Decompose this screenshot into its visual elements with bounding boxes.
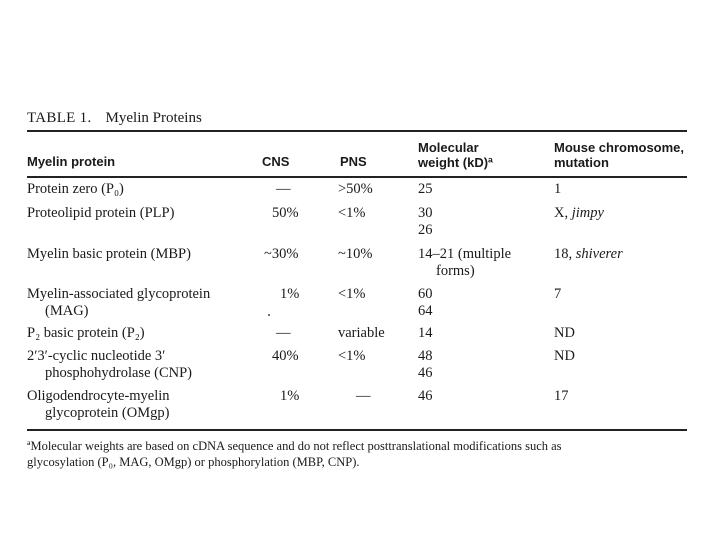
table-name: Myelin Proteins [105, 110, 202, 126]
row-mag-name: Myelin-associated glycoprotein (MAG) [27, 286, 211, 319]
header-molecular-weight [418, 140, 493, 170]
row-omgp-name: Oligodendrocyte-myelin glycoprotein (OMgp) [27, 388, 170, 421]
footnote-line1: ªMolecular weights are based on cDNA sequence and do not reflect posttranslational modifications such as [27, 439, 562, 453]
row-cnp-pns: <1% [338, 348, 366, 364]
row-omgp-chrom: 17 [554, 388, 569, 404]
row-mbp-mw: 14–21 (multiple forms) [418, 246, 512, 279]
row-plp-name: Proteolipid protein (PLP) [27, 205, 175, 221]
row-mbp-name: Myelin basic protein (MBP) [27, 246, 191, 262]
table-footnote [27, 438, 695, 470]
header-pns: PNS [340, 154, 367, 169]
row-protein-zero-chrom: 1 [554, 181, 562, 197]
row-p2-chrom: ND [554, 325, 575, 341]
row-omgp-mw: 46 [418, 388, 433, 404]
mutation-jimpy: jimpy [571, 205, 604, 221]
row-omgp-cns: 1% [280, 388, 300, 404]
row-mag-cns: 1% [280, 286, 300, 302]
row-p2-name: P₂ basic protein (P₂) [27, 325, 145, 341]
row-plp-mw: 30 26 [418, 205, 433, 238]
row-plp-chrom: X, jimpy [554, 205, 604, 221]
header-molecular-weight-line1: Molecular [418, 140, 479, 155]
row-cnp-cns: 40% [272, 348, 299, 364]
mutation-shiverer: shiverer [575, 246, 623, 262]
header-cns: CNS [262, 154, 290, 169]
row-protein-zero-mw: 25 [418, 181, 433, 197]
table-title [27, 110, 202, 127]
row-mbp-pns: ~10% [338, 246, 373, 262]
row-mbp-chrom: 18, shiverer [554, 246, 623, 262]
row-protein-zero-name: Protein zero (P₀) [27, 181, 124, 197]
header-myelin-protein: Myelin protein [27, 154, 116, 169]
row-protein-zero-cns: — [276, 181, 291, 197]
row-plp-cns: 50% [272, 205, 299, 221]
row-mag-pns: <1% [338, 286, 366, 302]
bottom-rule [27, 429, 687, 431]
row-cnp-chrom: ND [554, 348, 575, 364]
row-p2-cns: — [276, 325, 291, 341]
top-rule [27, 130, 687, 132]
row-mag-chrom: 7 [554, 286, 562, 302]
header-mouse-chromosome-line2: mutation [554, 155, 609, 170]
row-cnp-mw: 48 46 [418, 348, 433, 381]
header-rule [27, 176, 687, 178]
header-mouse-chromosome [554, 140, 684, 170]
row-mbp-cns: ~30% [264, 246, 299, 262]
row-p2-pns: variable [338, 325, 385, 341]
row-omgp-pns: — [356, 388, 371, 404]
footnote-line2: glycosylation (P₀, MAG, OMgp) or phosphorylation (MBP, CNP). [27, 455, 360, 469]
header-molecular-weight-line2: weight (kD)ª [418, 155, 493, 170]
header-mouse-chromosome-line1: Mouse chromosome, [554, 140, 685, 155]
row-p2-mw: 14 [418, 325, 433, 341]
row-mag-mw: 60 64 [418, 286, 433, 319]
table-number: TABLE 1. [27, 110, 92, 126]
row-protein-zero-pns: >50% [338, 181, 373, 197]
scan-speck [268, 314, 270, 316]
row-plp-pns: <1% [338, 205, 366, 221]
row-cnp-name: 2′3′-cyclic nucleotide 3′ phosphohydrolase (CNP) [27, 348, 193, 381]
